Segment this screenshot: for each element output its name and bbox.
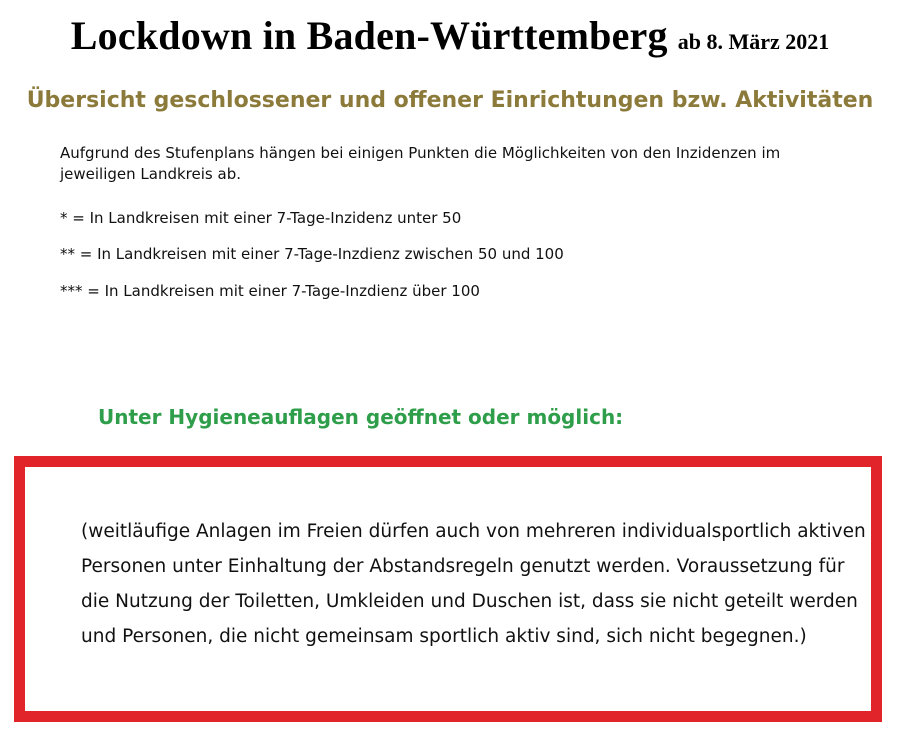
info-box-text: (weitläufige Anlagen im Freien dürfen auch von mehreren individualsportlich aktiven Personen unter Einhaltung der Abstandsregeln genutzt werden. Voraussetzung für die Nutzung der Toiletten, Umkleiden und Duschen ist, dass sie nicht geteilt werden und Personen, die nicht gemeinsam sportlich aktiv sind, sich nicht begegnen.) bbox=[81, 521, 866, 647]
page-title bbox=[0, 12, 900, 59]
note-incidence-over-100: *** = In Landkreisen mit einer 7-Tage-Inzdienz über 100 bbox=[60, 282, 480, 300]
info-box bbox=[14, 456, 882, 722]
note-incidence-under-50: * = In Landkreisen mit einer 7-Tage-Inzidenz unter 50 bbox=[60, 209, 462, 227]
section-heading: Unter Hygieneauflagen geöffnet oder möglich: bbox=[98, 405, 624, 429]
title-date: ab 8. März 2021 bbox=[677, 29, 830, 54]
title-main: Lockdown in Baden-Württemberg bbox=[70, 13, 668, 58]
note-incidence-50-100: ** = In Landkreisen mit einer 7-Tage-Inzdienz zwischen 50 und 100 bbox=[60, 245, 564, 263]
page-subtitle: Übersicht geschlossener und offener Einrichtungen bzw. Aktivitäten bbox=[26, 88, 874, 113]
intro-paragraph: Aufgrund des Stufenplans hängen bei einigen Punkten die Möglichkeiten von den Inzidenzen im jeweiligen Landkreis ab. bbox=[60, 144, 781, 183]
